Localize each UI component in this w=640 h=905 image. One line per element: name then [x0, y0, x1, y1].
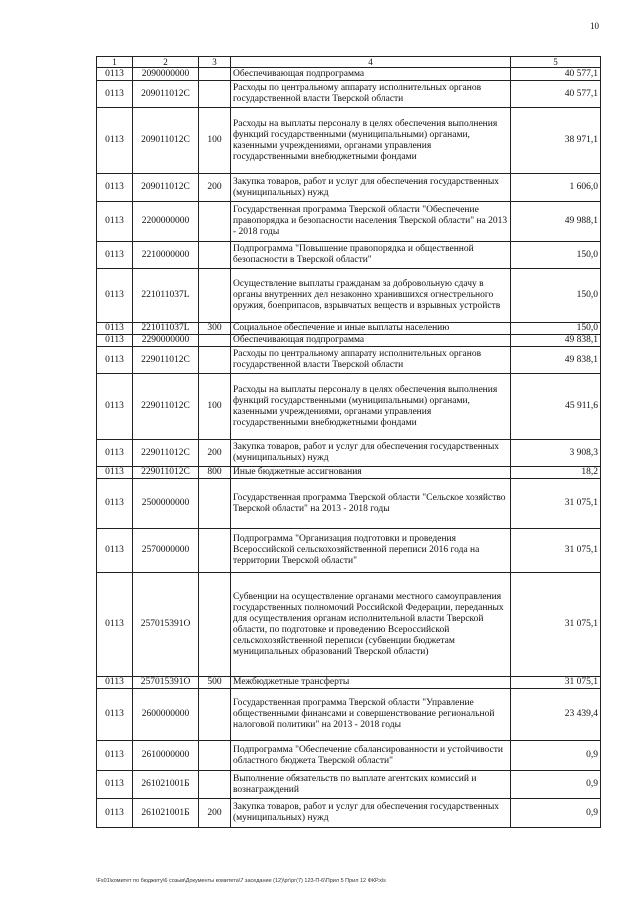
target-article: 209011012С — [133, 174, 199, 202]
amount: 49 988,1 — [511, 202, 601, 242]
expense-type: 100 — [199, 108, 231, 174]
expense-type — [199, 81, 231, 108]
section-code: 0113 — [97, 242, 133, 269]
table-row — [97, 269, 601, 323]
section-code: 0113 — [97, 374, 133, 440]
item-name: Подпрограмма "Повышение правопорядка и общественной безопасности в Тверской области" — [231, 242, 511, 269]
amount: 49 838,1 — [511, 335, 601, 347]
section-code: 0113 — [97, 440, 133, 467]
section-code: 0113 — [97, 573, 133, 677]
section-code: 0113 — [97, 323, 133, 335]
table-row — [97, 202, 601, 242]
amount: 1 606,0 — [511, 174, 601, 202]
target-article: 261021001Б — [133, 771, 199, 799]
section-code: 0113 — [97, 529, 133, 573]
amount: 150,0 — [511, 242, 601, 269]
item-name: Расходы на выплаты персоналу в целях обеспечения выполнения функций государственными (муниципальными) органами, казенными учреждениями, органами управления государственными внебюджетными фондами — [231, 374, 511, 440]
item-name: Расходы по центральному аппарату исполнительных органов государственной власти Тверской области — [231, 347, 511, 374]
item-name: Выполнение обязательств по выплате агентских комиссий и вознаграждений — [231, 771, 511, 799]
section-code: 0113 — [97, 799, 133, 828]
header-col-1: 1 — [97, 57, 133, 68]
amount: 0,9 — [511, 741, 601, 771]
expense-type — [199, 347, 231, 374]
amount: 150,0 — [511, 323, 601, 335]
expense-type: 100 — [199, 374, 231, 440]
amount: 40 577,1 — [511, 68, 601, 81]
item-name: Межбюджетные трансферты — [231, 677, 511, 689]
item-name: Закупка товаров, работ и услуг для обеспечения государственных (муниципальных) нужд — [231, 799, 511, 828]
table-row — [97, 440, 601, 467]
section-code: 0113 — [97, 677, 133, 689]
section-code: 0113 — [97, 467, 133, 479]
expense-type — [199, 269, 231, 323]
target-article: 2200000000 — [133, 202, 199, 242]
target-article: 229011012С — [133, 347, 199, 374]
target-article: 229011012С — [133, 440, 199, 467]
table-row — [97, 108, 601, 174]
target-article: 2290000000 — [133, 335, 199, 347]
item-name: Расходы по центральному аппарату исполнительных органов государственной власти Тверской области — [231, 81, 511, 108]
expense-type: 500 — [199, 677, 231, 689]
target-article: 221011037L — [133, 269, 199, 323]
table-row — [97, 799, 601, 828]
expense-type — [199, 68, 231, 81]
target-article: 2210000000 — [133, 242, 199, 269]
header-col-3: 3 — [199, 57, 231, 68]
target-article: 209011012С — [133, 81, 199, 108]
table-row — [97, 689, 601, 741]
amount: 0,9 — [511, 771, 601, 799]
section-code: 0113 — [97, 202, 133, 242]
section-code: 0113 — [97, 174, 133, 202]
target-article: 2570000000 — [133, 529, 199, 573]
table-row — [97, 741, 601, 771]
file-path-footer: \Fs01\комитет по бюджету\6 созыв\Документы комитета\7 заседание (12)\рг\рг(7) 123-П-6\Прил 5 Прил 12 ФКР.xls — [96, 878, 386, 884]
expense-type — [199, 689, 231, 741]
target-article: 257015391О — [133, 573, 199, 677]
amount: 23 439,4 — [511, 689, 601, 741]
page-number: 10 — [590, 21, 599, 31]
table-row — [97, 242, 601, 269]
table-row — [97, 323, 601, 335]
expense-type — [199, 479, 231, 529]
expense-type: 200 — [199, 799, 231, 828]
expense-type: 300 — [199, 323, 231, 335]
table-row — [97, 347, 601, 374]
target-article: 2500000000 — [133, 479, 199, 529]
expense-type — [199, 573, 231, 677]
expense-type — [199, 202, 231, 242]
table-row — [97, 81, 601, 108]
section-code: 0113 — [97, 741, 133, 771]
item-name: Осуществление выплаты гражданам за добровольную сдачу в органы внутренних дел незаконно хранившихся огнестрельного оружия, боеприпасов, взрывчатых веществ и взрывных устройств — [231, 269, 511, 323]
section-code: 0113 — [97, 771, 133, 799]
target-article: 2090000000 — [133, 68, 199, 81]
amount: 31 075,1 — [511, 529, 601, 573]
amount: 150,0 — [511, 269, 601, 323]
item-name: Обеспечивающая подпрограмма — [231, 335, 511, 347]
item-name: Обеспечивающая подпрограмма — [231, 68, 511, 81]
table-row — [97, 573, 601, 677]
target-article: 2600000000 — [133, 689, 199, 741]
target-article: 209011012С — [133, 108, 199, 174]
section-code: 0113 — [97, 479, 133, 529]
amount: 3 908,3 — [511, 440, 601, 467]
amount: 31 075,1 — [511, 479, 601, 529]
item-name: Закупка товаров, работ и услуг для обеспечения государственных (муниципальных) нужд — [231, 440, 511, 467]
table-row — [97, 467, 601, 479]
expense-type — [199, 529, 231, 573]
item-name: Государственная программа Тверской области "Обеспечение правопорядка и безопасности населения Тверской области" на 2013 - 2018 годы — [231, 202, 511, 242]
section-code: 0113 — [97, 347, 133, 374]
target-article: 2610000000 — [133, 741, 199, 771]
table-row — [97, 479, 601, 529]
amount: 49 838,1 — [511, 347, 601, 374]
item-name: Закупка товаров, работ и услуг для обеспечения государственных (муниципальных) нужд — [231, 174, 511, 202]
item-name: Подпрограмма "Организация подготовки и проведения Всероссийской сельскохозяйственной переписи 2016 года на территории Тверской области" — [231, 529, 511, 573]
amount: 0,9 — [511, 799, 601, 828]
amount: 38 971,1 — [511, 108, 601, 174]
section-code: 0113 — [97, 108, 133, 174]
item-name: Подпрограмма "Обеспечение сбалансированности и устойчивости областного бюджета Тверской области" — [231, 741, 511, 771]
item-name: Расходы на выплаты персоналу в целях обеспечения выполнения функций государственными (муниципальными) органами, казенными учреждениями, органами управления государственными внебюджетными фондами — [231, 108, 511, 174]
expense-type — [199, 335, 231, 347]
table-row — [97, 174, 601, 202]
item-name: Государственная программа Тверской области "Управление общественными финансами и совершенствование региональной налоговой политики" на 2013 - 2018 годы — [231, 689, 511, 741]
section-code: 0113 — [97, 68, 133, 81]
section-code: 0113 — [97, 81, 133, 108]
expense-type: 200 — [199, 440, 231, 467]
table-row — [97, 771, 601, 799]
table-row — [97, 335, 601, 347]
amount: 40 577,1 — [511, 81, 601, 108]
expense-type — [199, 741, 231, 771]
target-article: 257015391О — [133, 677, 199, 689]
section-code: 0113 — [97, 335, 133, 347]
item-name: Социальное обеспечение и иные выплаты населению — [231, 323, 511, 335]
amount: 18,2 — [511, 467, 601, 479]
header-col-2: 2 — [133, 57, 199, 68]
amount: 45 911,6 — [511, 374, 601, 440]
expense-type: 800 — [199, 467, 231, 479]
table-row — [97, 529, 601, 573]
expense-type — [199, 242, 231, 269]
header-col-5: 5 — [511, 57, 601, 68]
table-row — [97, 68, 601, 81]
item-name: Субвенции на осуществление органами местного самоуправления государственных полномочий Российской Федерации, переданных для осуществления органам исполнительной власти Тверской области, по подготовке и проведению Всероссийской сельскохозяйственной переписи (субвенции бюджетам муниципальных образований Тверской области) — [231, 573, 511, 677]
section-code: 0113 — [97, 269, 133, 323]
item-name: Иные бюджетные ассигнования — [231, 467, 511, 479]
target-article: 261021001Б — [133, 799, 199, 828]
budget-table — [96, 56, 601, 828]
amount: 31 075,1 — [511, 573, 601, 677]
item-name: Государственная программа Тверской области "Сельское хозяйство Тверской области" на 2013 - 2018 годы — [231, 479, 511, 529]
table-row — [97, 374, 601, 440]
header-col-4: 4 — [231, 57, 511, 68]
table-row — [97, 677, 601, 689]
expense-type: 200 — [199, 174, 231, 202]
amount: 31 075,1 — [511, 677, 601, 689]
expense-type — [199, 771, 231, 799]
target-article: 229011012С — [133, 467, 199, 479]
target-article: 229011012С — [133, 374, 199, 440]
header-row — [97, 57, 601, 68]
section-code: 0113 — [97, 689, 133, 741]
target-article: 221011037L — [133, 323, 199, 335]
